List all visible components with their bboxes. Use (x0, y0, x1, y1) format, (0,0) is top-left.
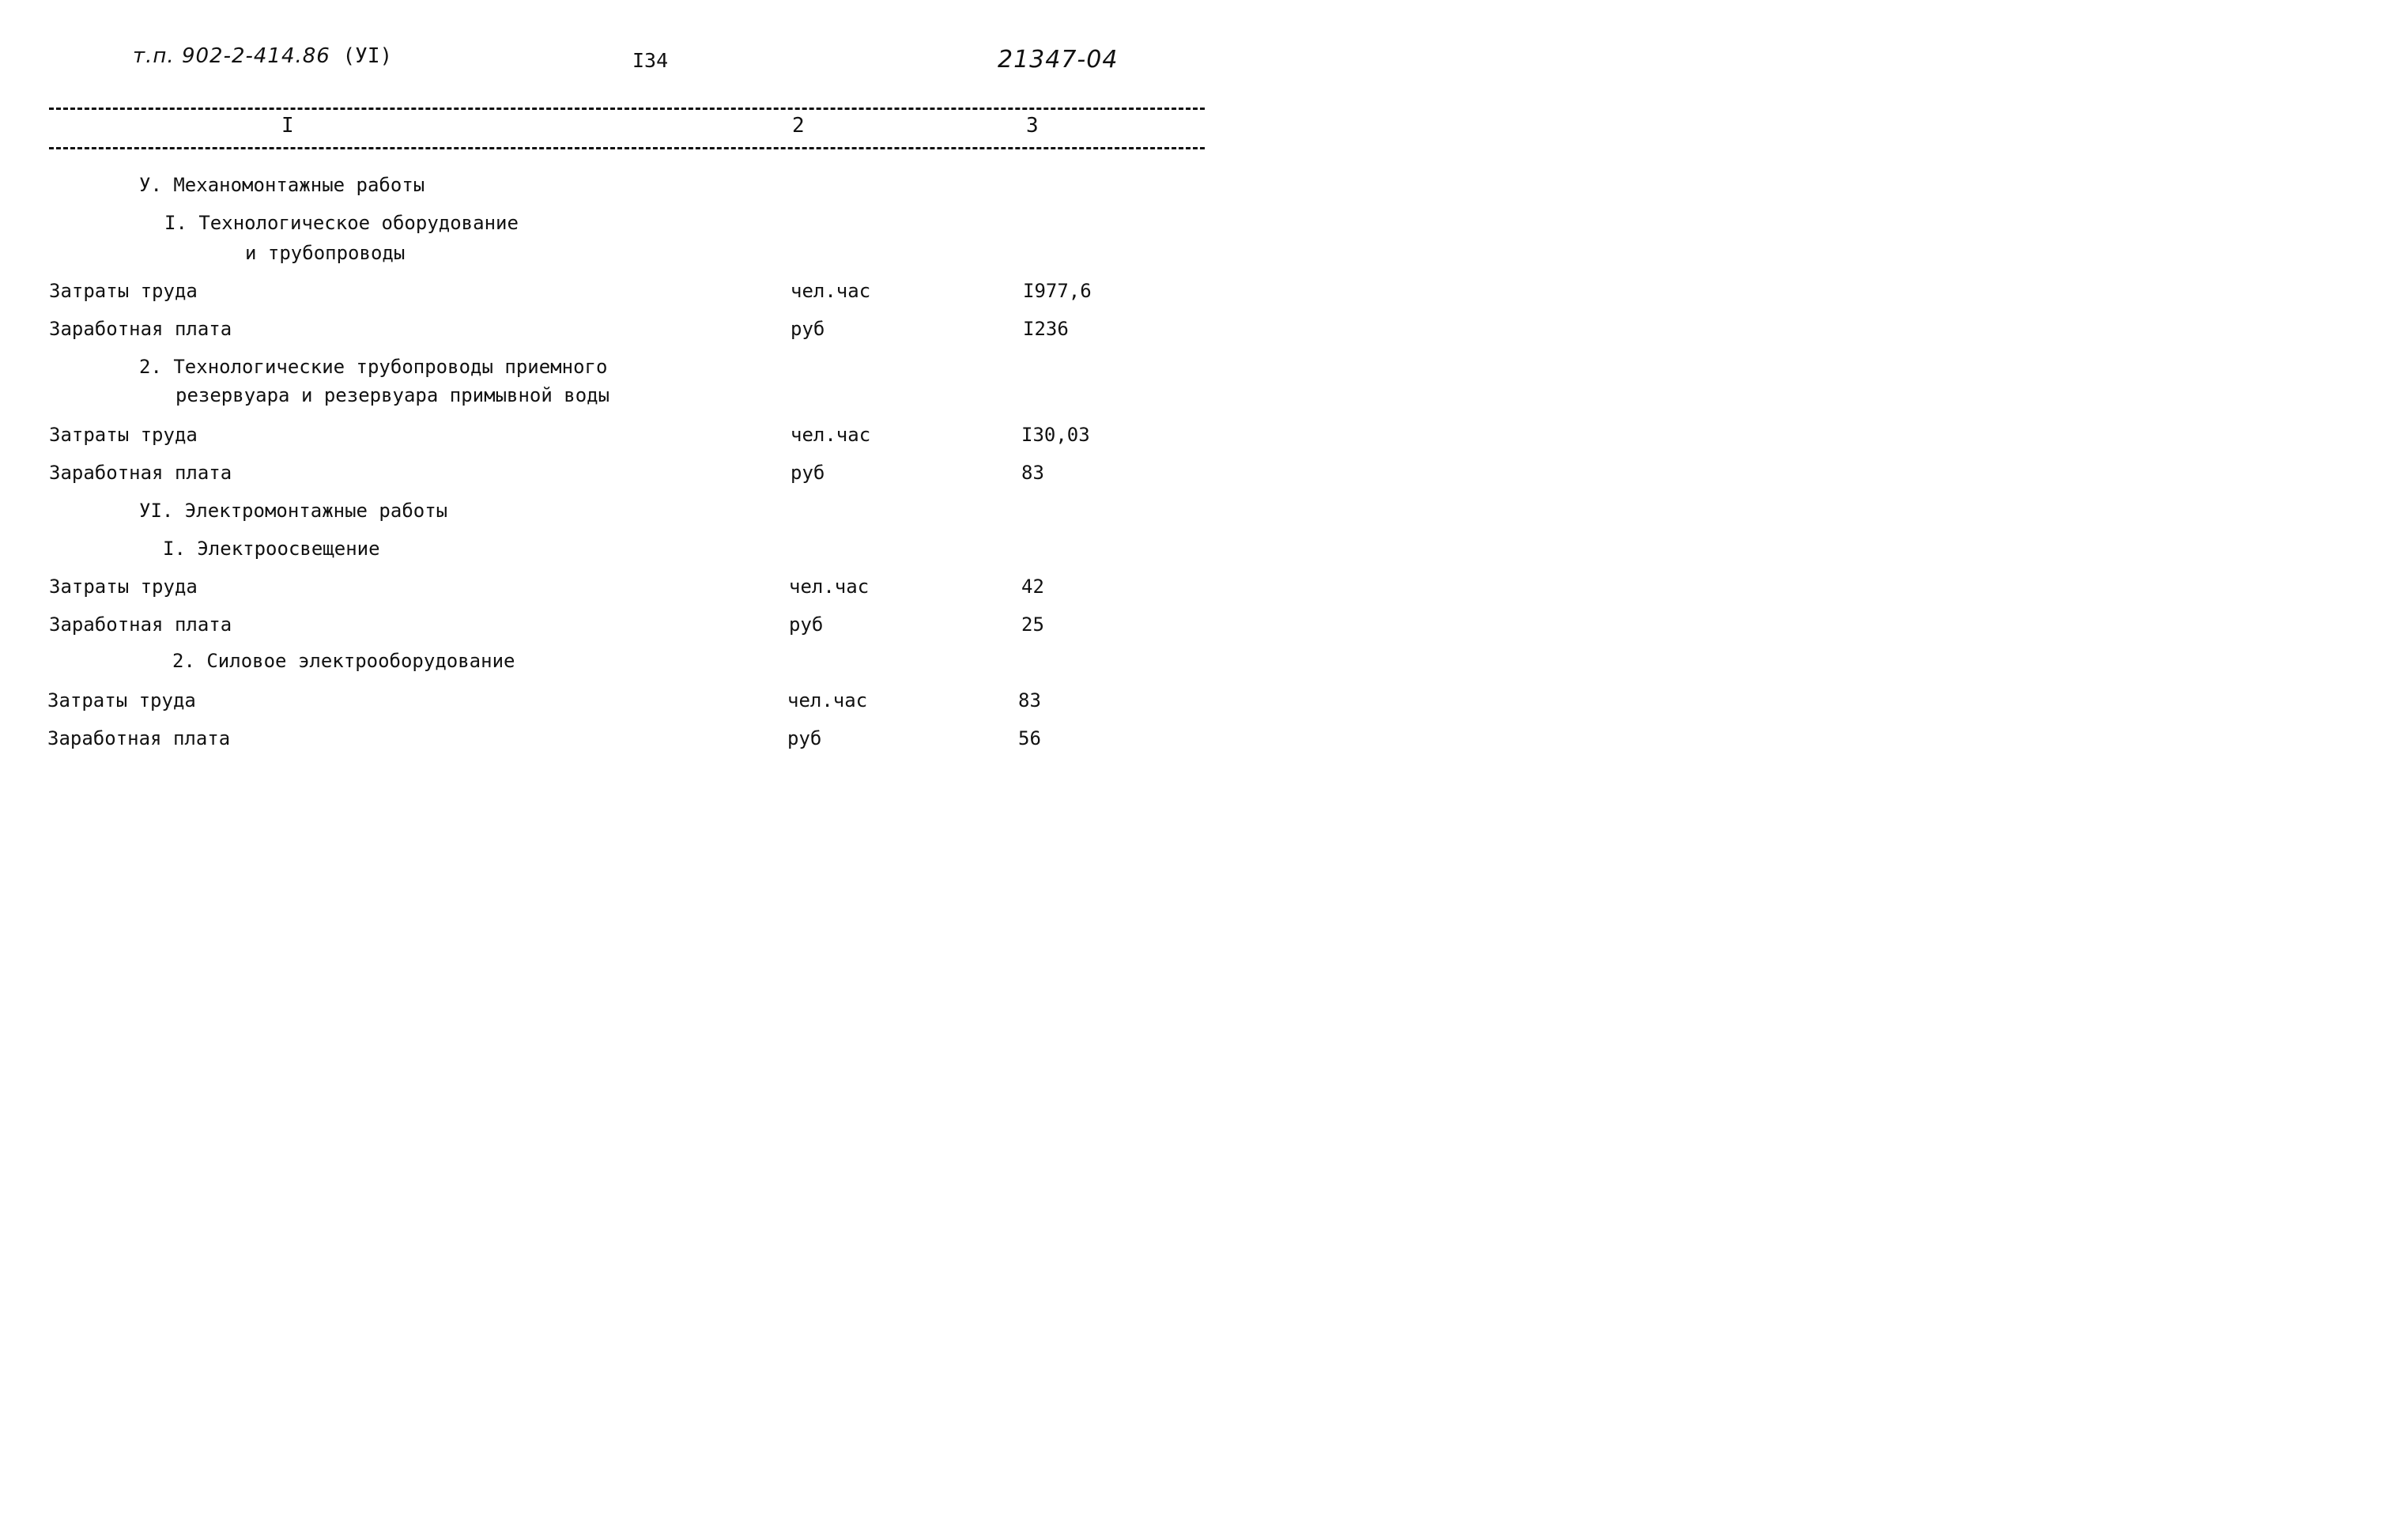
row-unit: руб (791, 318, 825, 340)
page-number: I34 (632, 49, 669, 72)
row-unit: чел.час (791, 280, 871, 302)
row-unit: руб (787, 727, 822, 749)
row-unit: чел.час (791, 424, 871, 446)
row-label: Затраты труда (47, 689, 196, 711)
subsection-heading-cont: резервуара и резервуара примывной воды (175, 384, 610, 406)
row-value: 25 (1021, 613, 1044, 636)
row-label: Затраты труда (49, 280, 198, 302)
row-value: 83 (1021, 462, 1044, 484)
subsection-heading: 2. Технологические трубопроводы приемного (139, 356, 608, 378)
row-unit: чел.час (789, 576, 870, 598)
subsection-heading: I. Технологическое оборудование (164, 212, 519, 234)
section-heading: УI. Электромонтажные работы (139, 500, 448, 522)
reference-suffix: (УI) (342, 44, 393, 68)
row-unit: руб (791, 462, 825, 484)
subsection-heading-cont: и трубопроводы (245, 242, 406, 264)
row-label: Заработная плата (49, 318, 232, 340)
column-header-2: 2 (792, 114, 805, 138)
row-value: I30,03 (1021, 424, 1090, 446)
document-reference (133, 44, 392, 68)
row-unit: руб (789, 613, 824, 636)
handwritten-document-number: 21347-04 (998, 46, 1119, 74)
row-label: Заработная плата (49, 613, 232, 636)
section-heading: У. Механомонтажные работы (139, 174, 425, 196)
column-header-3: 3 (1026, 114, 1039, 138)
row-label: Заработная плата (49, 462, 232, 484)
subsection-heading: 2. Силовое электрооборудование (172, 650, 515, 672)
row-value: 56 (1018, 727, 1041, 749)
header-top-rule (49, 108, 1205, 110)
column-header-1: I (281, 114, 294, 138)
row-value: I977,6 (1023, 280, 1092, 302)
row-value: 42 (1021, 576, 1044, 598)
row-value: I236 (1023, 318, 1069, 340)
subsection-heading: I. Электроосвещение (163, 538, 380, 560)
header-bottom-rule (49, 147, 1205, 149)
row-unit: чел.час (787, 689, 868, 711)
row-label: Затраты труда (49, 576, 198, 598)
row-label: Заработная плата (47, 727, 231, 749)
handwritten-reference: т.п. 902-2-414.86 (133, 44, 330, 68)
row-label: Затраты труда (49, 424, 198, 446)
row-value: 83 (1018, 689, 1041, 711)
